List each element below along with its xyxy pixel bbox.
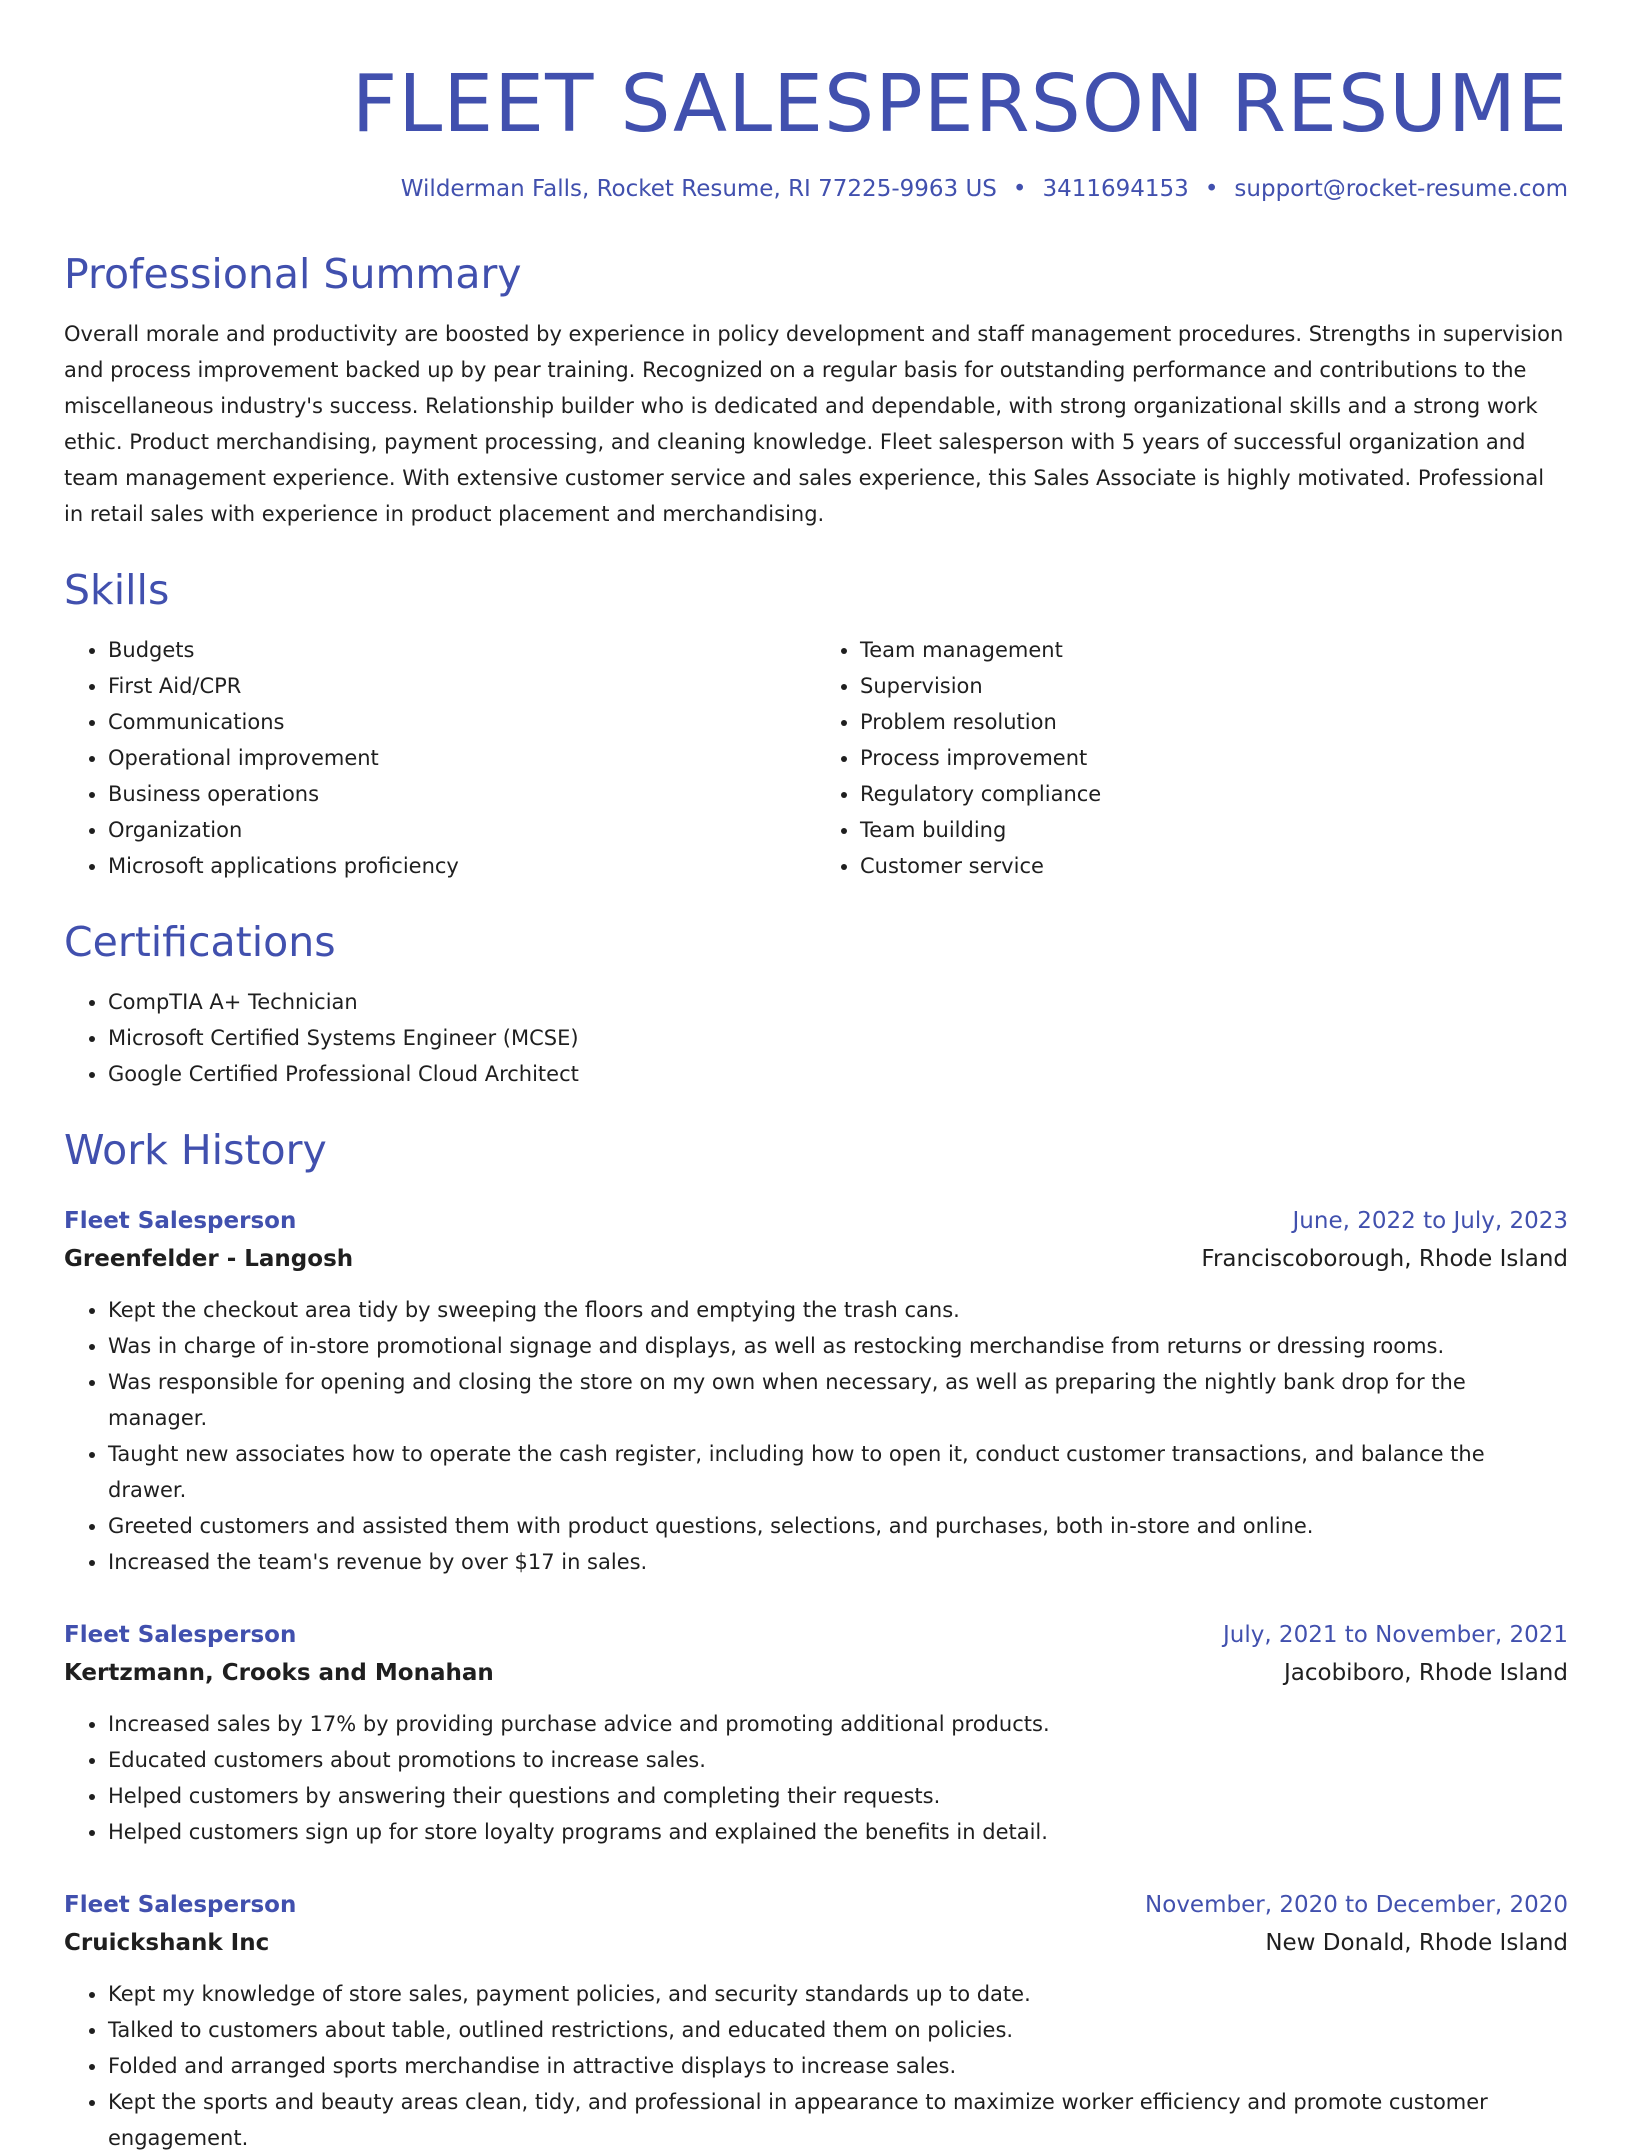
job-entry [64, 1202, 1568, 1580]
job-bullet: • Greeted customers and assisted them with product questions, selections, and purchases, both in-store and online. [108, 1508, 1568, 1544]
resume-title: FLEET SALESPERSON RESUME [351, 58, 1568, 150]
job-entry [64, 1886, 1568, 2156]
job-role: Fleet Salesperson [64, 1208, 297, 1234]
skill-item: • Regulatory compliance [860, 776, 1568, 812]
skills-columns [64, 632, 1568, 884]
job-header-row [64, 1616, 1568, 1654]
certifications-list [64, 984, 1568, 1092]
skill-item: • Customer service [860, 848, 1568, 884]
job-bullet: • Kept the checkout area tidy by sweeping the floors and emptying the trash cans. [108, 1292, 1568, 1328]
contact-email: support@rocket-resume.com [1234, 176, 1568, 202]
skill-item: • Team building [860, 812, 1568, 848]
contact-address: Wilderman Falls, Rocket Resume, RI 77225-9963 US [400, 176, 997, 202]
skill-item: • Process improvement [860, 740, 1568, 776]
summary-text: Overall morale and productivity are boosted by experience in policy development and staff management procedures. Strengths in supervision and process improvement backed up by pear training. Recognized on a regular basis for outstanding performance and contributions to the miscellaneous industry's success. Relationship builder who is dedicated and dependable, with strong organizational skills and a strong work ethic. Product merchandising, payment processing, and cleaning knowledge. Fleet salesperson with 5 years of successful organization and team management experience. With extensive customer service and sales experience, this Sales Associate is highly motivated. Professional in retail sales with experience in product placement and merchandising. [64, 322, 1564, 526]
job-bullet: • Kept my knowledge of store sales, payment policies, and security standards up to date. [108, 1976, 1568, 2012]
job-company: Kertzmann, Crooks and Monahan [64, 1660, 494, 1686]
contact-phone: 3411694153 [1042, 176, 1189, 202]
certification-item: • CompTIA A+ Technician [108, 984, 1568, 1020]
job-company-row [64, 1654, 1568, 1692]
job-company: Cruickshank Inc [64, 1930, 270, 1956]
skill-item: • Business operations [108, 776, 816, 812]
skill-item: • Operational improvement [108, 740, 816, 776]
job-bullet: • Increased sales by 17% by providing purchase advice and promoting additional products. [108, 1706, 1568, 1742]
contact-separator: • [1012, 176, 1027, 202]
job-entry [64, 1616, 1568, 1850]
job-bullet: • Was responsible for opening and closing the store on my own when necessary, as well as preparing the nightly bank drop for the manager. [108, 1364, 1568, 1436]
job-bullet: • Kept the sports and beauty areas clean, tidy, and professional in appearance to maximize worker efficiency and promote customer engagement. [108, 2084, 1568, 2156]
skill-item: • Microsoft applications proficiency [108, 848, 816, 884]
job-role: Fleet Salesperson [64, 1622, 297, 1648]
job-bullet: • Educated customers about promotions to increase sales. [108, 1742, 1568, 1778]
certification-item: • Google Certified Professional Cloud Architect [108, 1056, 1568, 1092]
job-bullet: • Helped customers by answering their questions and completing their requests. [108, 1778, 1568, 1814]
certification-item: • Microsoft Certified Systems Engineer (MCSE) [108, 1020, 1568, 1056]
job-location: Franciscoborough, Rhode Island [1201, 1246, 1568, 1272]
skill-item: • Organization [108, 812, 816, 848]
skill-item: • Team management [860, 632, 1568, 668]
job-bullet: • Taught new associates how to operate the cash register, including how to open it, conduct customer transactions, and balance the drawer. [108, 1436, 1568, 1508]
job-bullet: • Talked to customers about table, outlined restrictions, and educated them on policies. [108, 2012, 1568, 2048]
skill-item: • Budgets [108, 632, 816, 668]
job-bullet: • Increased the team's revenue by over $17 in sales. [108, 1544, 1568, 1580]
job-company-row [64, 1924, 1568, 1962]
job-bullet: • Was in charge of in-store promotional signage and displays, as well as restocking merchandise from returns or dressing rooms. [108, 1328, 1568, 1364]
job-location: Jacobiboro, Rhode Island [1283, 1660, 1568, 1686]
job-bullet: • Folded and arranged sports merchandise in attractive displays to increase sales. [108, 2048, 1568, 2084]
skill-item: • Supervision [860, 668, 1568, 704]
job-dates: July, 2021 to November, 2021 [1222, 1622, 1568, 1648]
skills-heading: Skills [64, 566, 170, 614]
job-bullet: • Helped customers sign up for store loyalty programs and explained the benefits in detail. [108, 1814, 1568, 1850]
contact-line [64, 172, 1568, 206]
job-bullets [64, 1706, 1568, 1850]
skills-list-left [64, 632, 816, 884]
contact-separator: • [1204, 176, 1219, 202]
skill-item: • First Aid/CPR [108, 668, 816, 704]
job-bullets [64, 1292, 1568, 1580]
skill-item: • Communications [108, 704, 816, 740]
job-header-row [64, 1202, 1568, 1240]
skills-list-right [816, 632, 1568, 884]
summary-heading: Professional Summary [64, 250, 522, 298]
job-dates: November, 2020 to December, 2020 [1145, 1892, 1568, 1918]
job-company: Greenfelder - Langosh [64, 1246, 354, 1272]
certifications-heading: Certifications [64, 918, 336, 966]
skill-item: • Problem resolution [860, 704, 1568, 740]
job-bullets [64, 1976, 1568, 2156]
job-dates: June, 2022 to July, 2023 [1292, 1208, 1568, 1234]
job-role: Fleet Salesperson [64, 1892, 297, 1918]
job-header-row [64, 1886, 1568, 1924]
job-location: New Donald, Rhode Island [1265, 1930, 1568, 1956]
job-company-row [64, 1240, 1568, 1278]
work-history-heading: Work History [64, 1126, 327, 1174]
